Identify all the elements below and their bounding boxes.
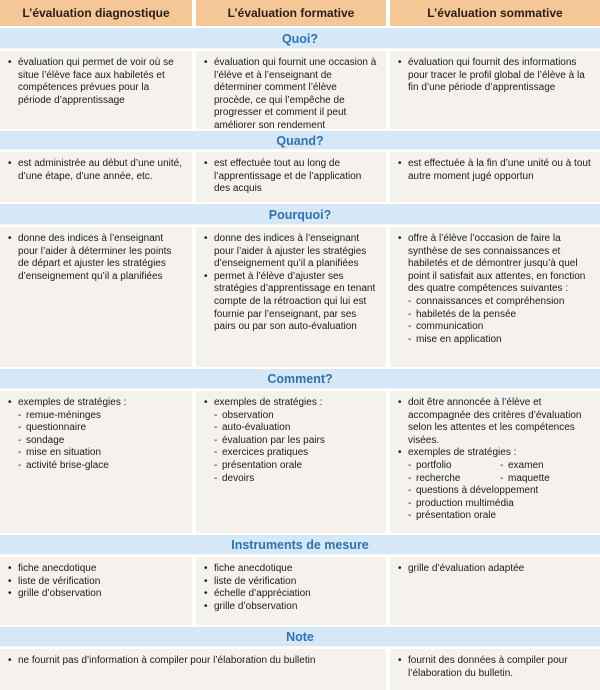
- sub-text: présentation orale: [222, 459, 303, 471]
- section-heading-note: Note: [0, 627, 600, 647]
- bullet-text: évaluation qui fournit des informations pour tracer le profil global de l’élève à la fin d’une période d’apprentissage: [408, 57, 585, 94]
- bullet-text: exemples de stratégies :: [18, 397, 127, 408]
- bullet-marker: •: [204, 158, 208, 169]
- sub-text: activité brise-glace: [26, 459, 109, 471]
- bullet-marker: •: [204, 233, 208, 244]
- bullet-item: [204, 57, 378, 133]
- bullet-item: [398, 655, 592, 680]
- sub-text: observation: [222, 409, 274, 421]
- sub-text: exercices pratiques: [222, 447, 309, 459]
- dash-marker: -: [500, 459, 504, 471]
- dash-marker: -: [18, 422, 22, 434]
- table-cell: [196, 51, 386, 129]
- bullet-text: liste de vérification: [214, 575, 297, 587]
- dash-marker: -: [408, 459, 412, 471]
- sub-item: [214, 435, 378, 448]
- dash-marker: -: [408, 333, 412, 345]
- sub-item: [214, 410, 378, 423]
- bullet-item: [204, 397, 378, 410]
- sub-item: [18, 410, 184, 423]
- bullet-marker: •: [398, 233, 402, 244]
- sub-text: examen: [508, 459, 544, 471]
- bullet-item: [8, 57, 184, 107]
- bullet-marker: •: [8, 588, 12, 600]
- sub-text: communication: [416, 321, 484, 333]
- section-heading: Pourquoi?: [0, 204, 600, 225]
- table-cell: [390, 391, 600, 533]
- table-cell: [0, 227, 192, 367]
- section-heading: Instruments de mesure: [0, 535, 600, 555]
- sub-text: questions à développement: [416, 485, 539, 497]
- bullet-text: permet à l’élève d’ajuster ses stratégies d’apprentissage en tenant compte de la rétroaction qui lui est fournie par l’enseignant, par ses pairs ou par son auto-évaluation: [214, 270, 376, 333]
- bullet-marker: •: [398, 655, 402, 666]
- dash-marker: -: [214, 409, 218, 421]
- sub-item: [408, 296, 592, 309]
- sub-item-pair: [408, 460, 592, 473]
- table-cell: [390, 557, 600, 625]
- bullet-item: [204, 158, 378, 196]
- dash-marker: -: [408, 510, 412, 522]
- sub-item: [408, 334, 592, 347]
- section-heading: Comment?: [0, 369, 600, 389]
- dash-marker: -: [214, 459, 218, 471]
- bullet-marker: •: [8, 563, 12, 574]
- bullet-marker: •: [8, 57, 12, 68]
- sub-item: [408, 498, 592, 511]
- dash-marker: -: [408, 295, 412, 307]
- bullet-item: [398, 397, 592, 447]
- bullet-marker: •: [398, 563, 402, 574]
- bullet-marker: •: [204, 270, 208, 282]
- sub-text: portfolio: [416, 459, 452, 471]
- bullet-text: évaluation qui fournit une occasion à l’élève et à l’enseignant de déterminer comment l’élève procède, ce qui l’empêche de progresser et comment il peut améliorer son rendement: [214, 57, 377, 131]
- sub-item-pair: [408, 473, 592, 486]
- dash-marker: -: [214, 434, 218, 446]
- table-cell: [0, 557, 192, 625]
- bullet-text: doit être annoncée à l’élève et accompagnée des critères d’évaluation selon les attentes et les compétences visées.: [408, 397, 582, 446]
- bullet-text: donne des indices à l’enseignant pour l’aider à déterminer les points de départ et ajuster les stratégies d’enseignement qu’il a planifiées: [18, 233, 172, 282]
- bullet-text: ne fournit pas d’information à compiler pour l’élaboration du bulletin: [18, 655, 316, 666]
- sub-text: mise en situation: [26, 447, 102, 459]
- sub-text: recherche: [416, 472, 461, 484]
- column-header-formative: L’évaluation formative: [196, 0, 386, 26]
- bullet-item: [204, 576, 378, 589]
- bullet-marker: •: [398, 158, 402, 169]
- bullet-marker: •: [8, 233, 12, 244]
- bullet-item: [398, 233, 592, 296]
- bullet-text: donne des indices à l’enseignant pour l’aider à ajuster les stratégies d’enseignement qu’il a planifiées: [214, 233, 367, 270]
- dash-marker: -: [214, 447, 218, 459]
- sub-item: [214, 460, 378, 473]
- bullet-item: [204, 271, 378, 334]
- sub-item: [18, 422, 184, 435]
- bullet-item: [204, 233, 378, 271]
- bullet-marker: •: [204, 588, 208, 600]
- dash-marker: -: [214, 472, 218, 484]
- bullet-marker: •: [398, 397, 402, 408]
- sub-item: [214, 422, 378, 435]
- bullet-item: [8, 233, 184, 283]
- sub-text: habiletés de la pensée: [416, 308, 517, 320]
- table-cell: [0, 152, 192, 202]
- bullet-text: grille d’évaluation adaptée: [408, 563, 525, 574]
- bullet-item: [398, 57, 592, 95]
- dash-marker: -: [408, 497, 412, 509]
- sub-text: présentation orale: [416, 510, 497, 522]
- bullet-marker: •: [204, 57, 208, 68]
- sub-item: [408, 510, 592, 523]
- bullet-marker: •: [8, 655, 12, 666]
- bullet-text: exemples de stratégies :: [214, 397, 323, 408]
- dash-marker: -: [214, 422, 218, 434]
- bullet-marker: •: [204, 575, 208, 587]
- bullet-text: fiche anecdotique: [18, 563, 97, 574]
- bullet-item: [8, 158, 184, 183]
- sub-text: sondage: [26, 434, 65, 446]
- bullet-marker: •: [398, 57, 402, 68]
- sub-item: [214, 473, 378, 486]
- bullet-text: évaluation qui permet de voir où se situe l’élève face aux habiletés et compétences prévues pour la période d’apprentissage: [18, 57, 174, 106]
- bullet-text: fournit des données à compiler pour l’élaboration du bulletin.: [408, 655, 568, 679]
- sub-item: [18, 447, 184, 460]
- bullet-item: [8, 397, 184, 410]
- sub-item: [214, 447, 378, 460]
- dash-marker: -: [408, 308, 412, 320]
- dash-marker: -: [18, 459, 22, 471]
- note-cell-left: [0, 649, 386, 690]
- sub-text: évaluation par les pairs: [222, 434, 325, 446]
- bullet-text: est effectuée tout au long de l’apprentissage et de l’application des acquis: [214, 158, 362, 195]
- bullet-marker: •: [204, 600, 208, 612]
- table-cell: [390, 152, 600, 202]
- table-cell: [390, 227, 600, 367]
- bullet-text: est effectuée à la fin d’une unité ou à tout autre moment jugé opportun: [408, 158, 591, 182]
- table-cell: [196, 557, 386, 625]
- bullet-marker: •: [398, 447, 402, 459]
- sub-text: questionnaire: [26, 422, 87, 434]
- dash-marker: -: [18, 447, 22, 459]
- dash-marker: -: [408, 321, 412, 333]
- table-cell: [196, 391, 386, 533]
- sub-item: [18, 435, 184, 448]
- sub-text: connaissances et compréhension: [416, 295, 565, 307]
- section-heading: Quoi?: [0, 28, 600, 49]
- sub-text: production multimédia: [416, 497, 514, 509]
- dash-marker: -: [500, 472, 504, 484]
- sub-text: maquette: [508, 472, 550, 484]
- sub-item: [500, 473, 592, 486]
- bullet-text: liste de vérification: [18, 575, 101, 587]
- dash-marker: -: [18, 409, 22, 421]
- bullet-item: [204, 588, 378, 601]
- bullet-text: exemples de stratégies :: [408, 447, 517, 459]
- bullet-item: [8, 588, 184, 601]
- bullet-item: [204, 601, 378, 614]
- sub-text: auto-évaluation: [222, 422, 291, 434]
- bullet-marker: •: [204, 563, 208, 574]
- table-cell: [196, 152, 386, 202]
- bullet-text: grille d’observation: [18, 588, 102, 600]
- dash-marker: -: [18, 434, 22, 446]
- bullet-text: échelle d’appréciation: [214, 588, 311, 600]
- note-cell-right: [390, 649, 600, 690]
- sub-item: [18, 460, 184, 473]
- sub-item: [408, 485, 592, 498]
- sub-item: [408, 460, 500, 473]
- table-cell: [390, 51, 600, 129]
- sub-item: [408, 309, 592, 322]
- dash-marker: -: [408, 472, 412, 484]
- table-cell: [0, 51, 192, 129]
- bullet-item: [8, 655, 378, 668]
- sub-item: [500, 460, 592, 473]
- column-header-diagnostique: L’évaluation diagnostique: [0, 0, 192, 26]
- bullet-item: [398, 158, 592, 183]
- section-heading: Quand?: [0, 131, 600, 150]
- bullet-marker: •: [8, 575, 12, 587]
- bullet-marker: •: [204, 397, 208, 408]
- bullet-item: [8, 563, 184, 576]
- sub-text: mise en application: [416, 333, 502, 345]
- table-cell: [0, 391, 192, 533]
- bullet-text: fiche anecdotique: [214, 563, 293, 574]
- bullet-marker: •: [8, 397, 12, 408]
- bullet-marker: •: [8, 158, 12, 169]
- bullet-item: [8, 576, 184, 589]
- sub-item: [408, 473, 500, 486]
- column-header-sommative: L’évaluation sommative: [390, 0, 600, 26]
- bullet-item: [204, 563, 378, 576]
- table-cell: [196, 227, 386, 367]
- bullet-text: est administrée au début d’une unité, d’une étape, d’une année, etc.: [18, 158, 182, 182]
- bullet-item: [398, 563, 592, 576]
- sub-text: remue-méninges: [26, 409, 102, 421]
- sub-item: [408, 321, 592, 334]
- bullet-text: offre à l’élève l’occasion de faire la synthèse de ses connaissances et habiletés et de démontrer jusqu’à quel point il satisfait aux attentes, en fonction des quatre compétences suivantes :: [408, 233, 586, 295]
- bullet-text: grille d’observation: [214, 600, 298, 612]
- sub-text: devoirs: [222, 472, 255, 484]
- bullet-item: [398, 447, 592, 460]
- dash-marker: -: [408, 485, 412, 497]
